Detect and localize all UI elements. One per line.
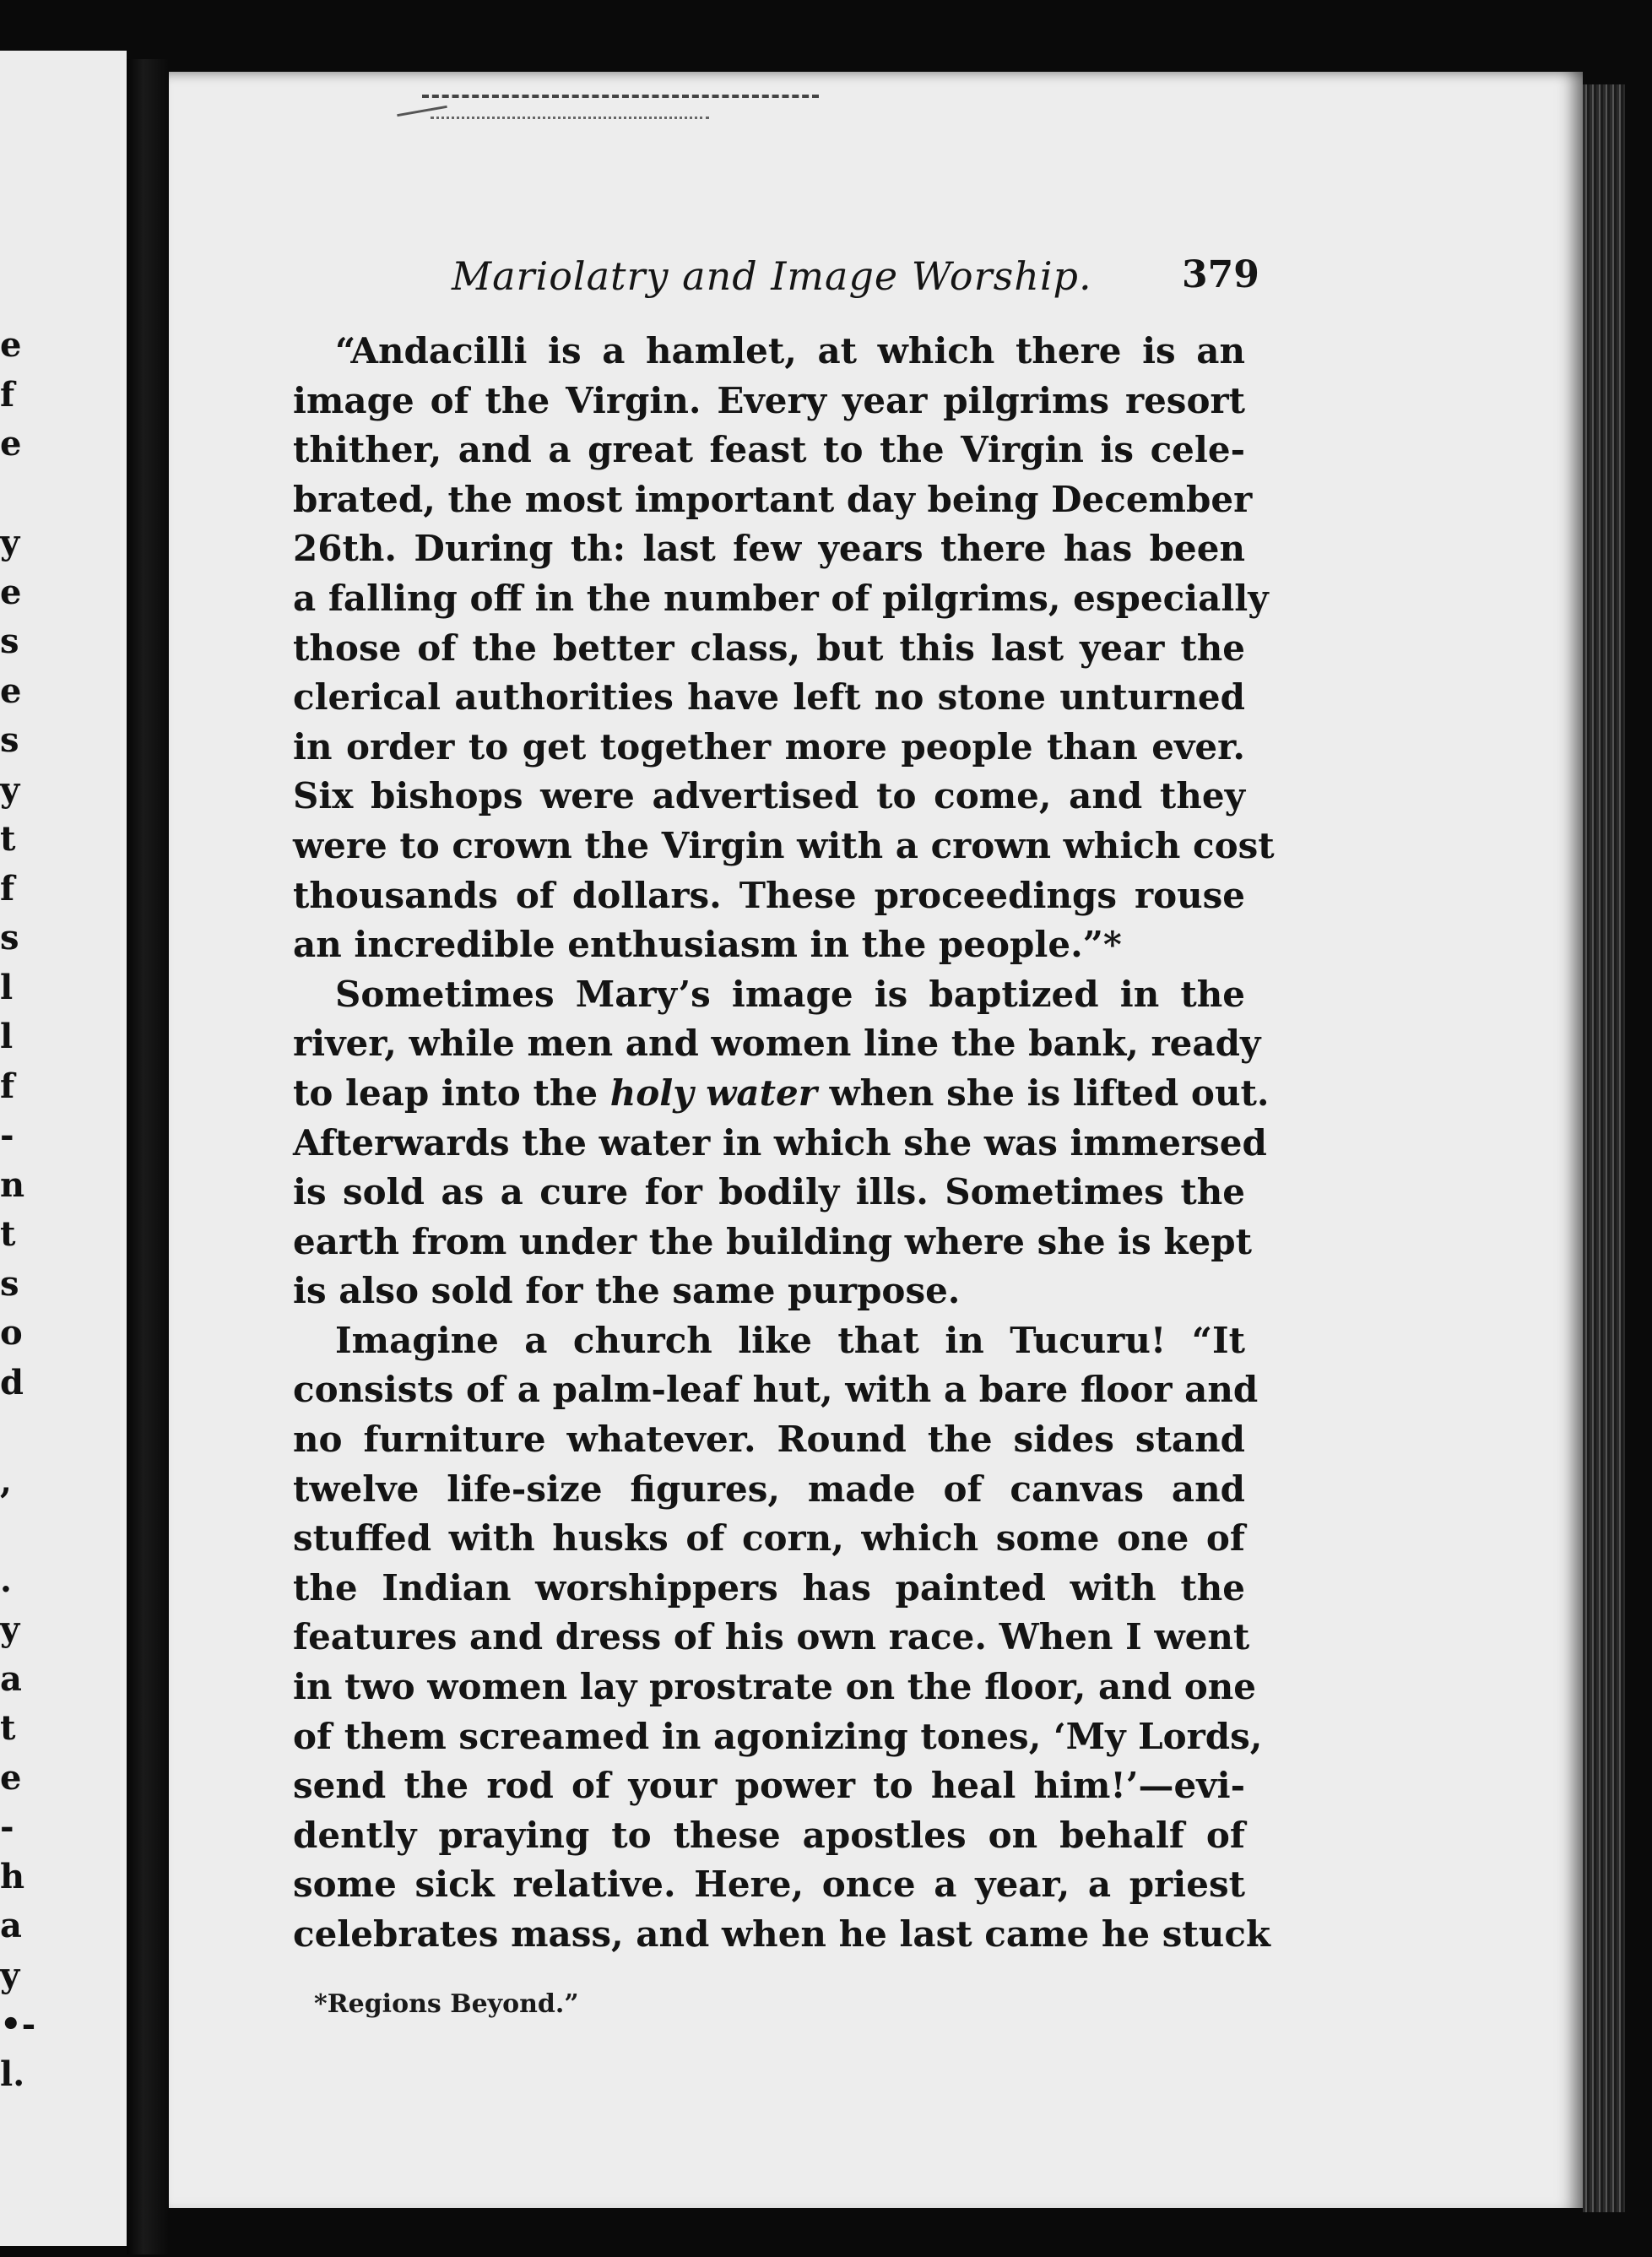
facing-page-fragment: t [0,1214,16,1254]
facing-page-fragment: l. [0,2054,25,2094]
facing-page-fragment: a [0,1906,22,1945]
facing-page-fragment [0,1408,17,1457]
text-line: some sick relative. Here, once a year, a priest [293,1864,1245,1906]
facing-page-fragments [0,321,36,2099]
text-line: clerical authorities have left no stone unturned [293,676,1245,719]
text-line: Six bishops were advertised to come, and they [293,775,1245,817]
text-span: to leap into the [293,1072,599,1114]
facing-page-fragment: f [0,374,15,415]
facing-page-fragment: y [0,769,20,810]
text-line: features and dress of his own race. When I went [293,1616,1250,1658]
footnote: *Regions Beyond.” [314,1989,579,2019]
page-stack-edge [1583,84,1625,2212]
text-line: is also sold for the same purpose. [293,1270,961,1312]
text-line: stuffed with husks of corn, which some one of [293,1517,1245,1560]
facing-page-fragment: s [0,918,19,958]
text-line: of them screamed in agonizing tones, ‘My Lords, [293,1715,1263,1757]
page-number: 379 [1182,253,1259,296]
text-line: Imagine a church like that in Tucuru! “It [335,1319,1245,1361]
text-line: were to crown the Virgin with a crown which cost [293,824,1275,866]
facing-page-fragment: e [0,325,22,365]
facing-page-fragment: o [0,1313,23,1353]
facing-page-fragment: h [0,1856,25,1896]
text-line: a falling off in the number of pilgrims, especially [293,577,1269,619]
facing-page-fragment: f [0,868,15,909]
text-line: brated, the most important day being December [293,478,1253,520]
text-line: image of the Virgin. Every year pilgrims resort [293,379,1245,421]
paragraph-1 [293,327,1275,970]
text-line: the Indian worshippers has painted with the [293,1566,1245,1609]
facing-page-fragment: y [0,523,20,562]
text-line: those of the better class, but this last year the [293,627,1245,669]
text-line: earth from under the building where she is kept [293,1220,1252,1262]
top-ink-mark [397,91,836,142]
body-text [293,327,1275,1960]
facing-page-fragment: e [0,1757,22,1798]
text-line: in two women lay prostrate on the floor, and one [293,1666,1256,1708]
text-line: Afterwards the water in which she was immersed [293,1121,1267,1164]
facing-page-fragment: - [0,1115,14,1155]
facing-page-fragment: s [0,720,19,760]
text-line: Sometimes Mary’s image is baptized in the [335,973,1245,1015]
text-line: “Andacilli is a hamlet, at which there is an [335,330,1245,372]
facing-page-fragment: s [0,621,19,661]
facing-page-fragment: f [0,1066,15,1106]
facing-page-fragment [0,469,17,519]
text-line: thither, and a great feast to the Virgin is cele- [293,429,1245,471]
facing-page-edge [0,51,127,2246]
facing-page-fragment: a [0,1658,22,1699]
facing-page-fragment: d [0,1362,24,1402]
text-line: twelve life-size figures, made of canvas and [293,1468,1245,1510]
text-line: dently praying to these apostles on behalf of [293,1814,1245,1856]
text-line: no furniture whatever. Round the sides stand [293,1419,1245,1461]
facing-page-fragment: s [0,1263,19,1304]
paragraph-2 [293,970,1270,1316]
facing-page-fragment: . [0,1560,12,1600]
book-gutter [127,59,169,2254]
facing-page-fragment: t [0,1708,16,1748]
text-line: send the rod of your power to heal him!’—evi- [293,1765,1245,1807]
text-line: river, while men and women line the bank, ready [293,1023,1261,1065]
facing-page-fragment: •- [0,2005,36,2044]
facing-page-fragment: e [0,424,22,464]
facing-page-fragment: - [0,1807,14,1847]
text-line: consists of a palm-leaf hut, with a bare floor and [293,1369,1259,1411]
facing-page-fragment: y [0,1955,20,1995]
italic-phrase: holy water [609,1072,817,1114]
facing-page-fragment: n [0,1164,25,1205]
facing-page-fragment: l [0,967,14,1007]
text-line: celebrates mass, and when he last came he stuck [293,1913,1270,1955]
facing-page-fragment [0,1506,17,1556]
text-line: is sold as a cure for bodily ills. Sometimes the [293,1171,1245,1213]
facing-page-fragment: e [0,572,22,612]
paragraph-3 [293,1316,1270,1960]
text-line: an incredible enthusiasm in the people.”* [293,924,1122,966]
facing-page-fragment: e [0,670,22,711]
facing-page-fragment: y [0,1609,20,1649]
running-title: Mariolatry and Image Worship. [452,253,1092,299]
facing-page-fragment: , [0,1461,12,1501]
text-line-mixed [293,1069,1270,1119]
text-line: thousands of dollars. These proceedings rouse [293,874,1245,916]
facing-page-fragment: t [0,819,16,859]
facing-page-fragment: l [0,1017,14,1056]
text-line: 26th. During th: last few years there has been [293,528,1245,570]
text-span: when she is lifted out. [829,1072,1270,1114]
text-line: in order to get together more people than ever. [293,725,1245,768]
